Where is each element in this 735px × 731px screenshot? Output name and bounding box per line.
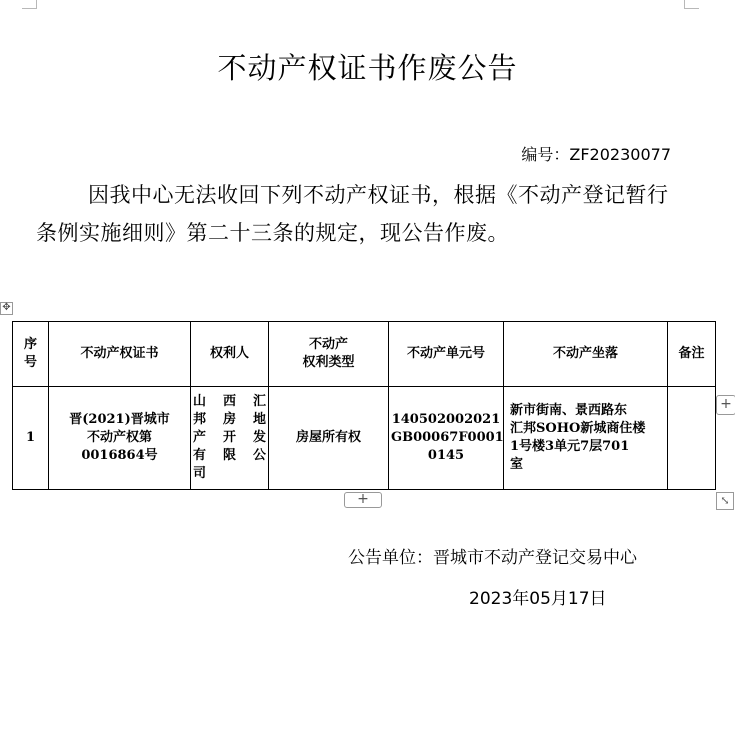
issuing-unit: 公告单位：晋城市不动产登记交易中心 — [348, 548, 637, 568]
header-location: 不动产坐落 — [504, 322, 668, 387]
add-column-button[interactable]: + — [716, 395, 735, 415]
table-resize-handle-icon[interactable]: ⤡ — [716, 492, 734, 510]
cell-certificate: 晋(2021)晋城市 不动产权第 0016864号 — [49, 387, 191, 490]
header-seq: 序 号 — [13, 322, 49, 387]
document-number: 编号：ZF20230077 — [521, 145, 671, 164]
cell-location: 新市街南、景西路东 汇邦SOHO新城商住楼 1号楼3单元7层701 室 — [504, 387, 668, 490]
header-owner: 权利人 — [191, 322, 269, 387]
header-right-type: 不动产 权利类型 — [269, 322, 389, 387]
table-row — [13, 387, 716, 490]
cell-owner: 山西汇 邦房地 产开发 有限公 司 — [191, 387, 269, 490]
cell-seq: 1 — [13, 387, 49, 490]
header-unit-number: 不动产单元号 — [389, 322, 504, 387]
page-corner-mark-top-right — [684, 0, 699, 9]
table-header-row — [13, 322, 716, 387]
table-move-handle-icon[interactable]: ✥ — [0, 302, 13, 315]
voided-certificate-table — [12, 321, 716, 490]
add-row-button[interactable]: + — [344, 492, 382, 508]
header-certificate: 不动产权证书 — [49, 322, 191, 387]
cell-remark — [668, 387, 716, 490]
page-corner-mark-top-left — [22, 0, 37, 9]
header-remark: 备注 — [668, 322, 716, 387]
announcement-date: 2023年05月17日 — [469, 589, 607, 609]
cell-right-type: 房屋所有权 — [269, 387, 389, 490]
document-title: 不动产权证书作废公告 — [217, 51, 518, 85]
announcement-paragraph: 因我中心无法收回下列不动产权证书，根据《不动产登记暂行条例实施细则》第二十三条的规定，现公告作废。 — [36, 183, 669, 245]
cell-unit-number: 140502002021 GB00067F0001 0145 — [389, 387, 504, 490]
